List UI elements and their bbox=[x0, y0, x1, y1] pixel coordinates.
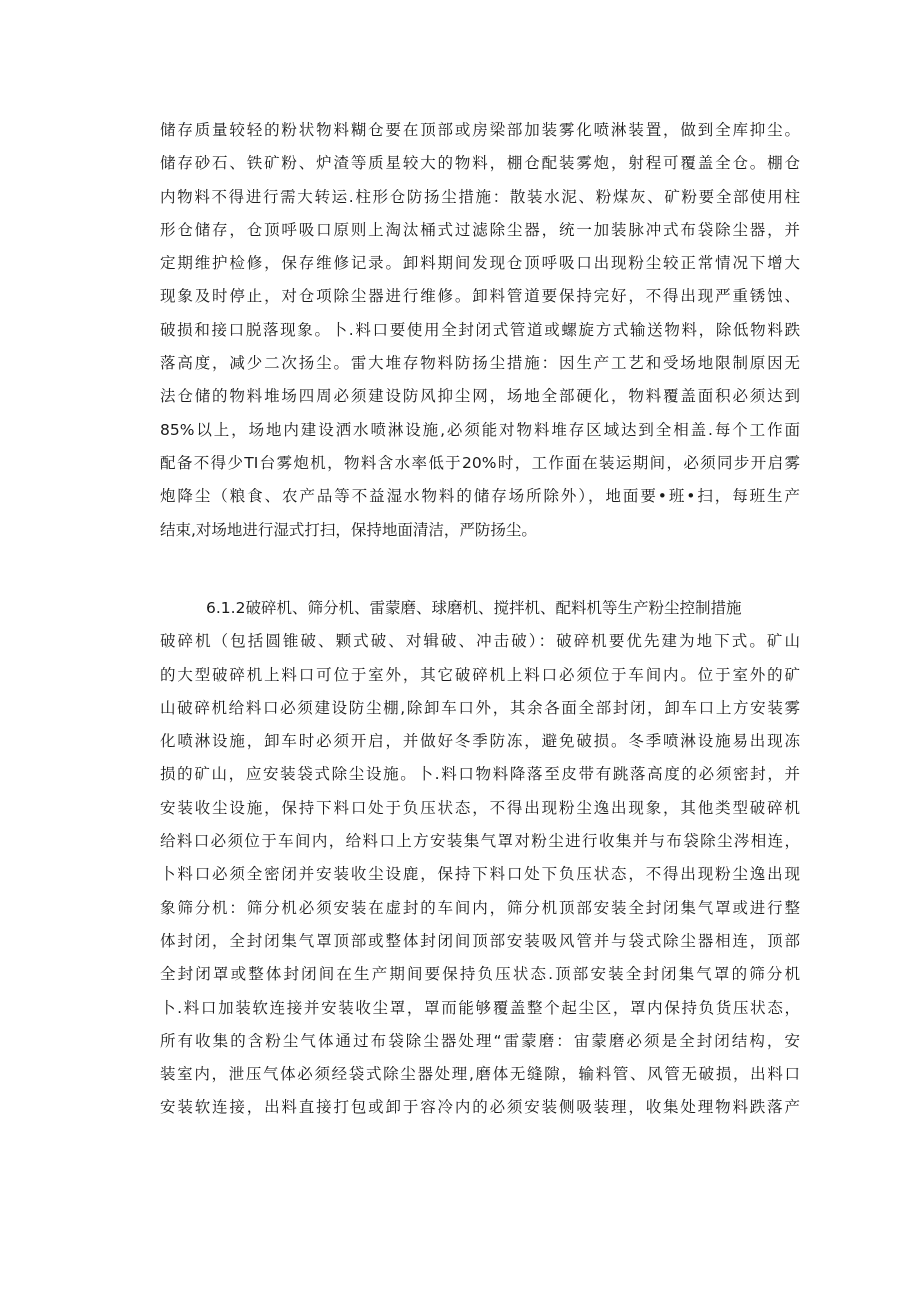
text-line: 炮降尘（粮食、农产品等不益湿水物料的储存场所除外），地面要•班•扫，每班生产 bbox=[160, 487, 800, 506]
text-line: 落高度，减少二次扬尘。雷大堆存物料防扬尘措施：因生产工艺和受场地限制原因无 bbox=[160, 354, 800, 373]
text-line: 卜料口必须全密闭并安装收尘设鹿，保持下料口处下负压状态，不得出现粉尘逸出现 bbox=[160, 865, 800, 884]
paragraph-2 bbox=[160, 592, 800, 1125]
text-line: 安装软连接，出料直接打包或卸于容冷内的必须安装侧吸装理，收集处理物料跌落产 bbox=[160, 1098, 800, 1117]
text-line: 损的矿山，应安装袋式除尘设施。卜.料口物料降落至皮带有跳落高度的必须密封，并 bbox=[160, 765, 800, 784]
text-line: 象筛分机：筛分机必须安装在虚封的车间内，筛分机顶部安装全封闭集气罩或进行整 bbox=[160, 898, 800, 917]
text-line: 破碎机（包括圆锥破、颗式破、对辑破、冲击破）：破碎机要优先建为地下式。矿山 bbox=[160, 632, 800, 651]
text-line: 卜.料口加装软连接并安装收尘罩，罩而能够覆盖整个起尘区，罩内保持负货压状态， bbox=[160, 998, 800, 1017]
text-line: 的大型破碎机上料口可位于室外，其它破碎机上料口必须位于车间内。位于室外的矿 bbox=[160, 665, 800, 684]
paragraph-1 bbox=[160, 114, 800, 547]
text-line: 法仓储的物料堆场四周必须建设防风抑尘网，场地全部硬化，物料覆盖面积必须达到 bbox=[160, 387, 800, 406]
text-line: 定期维护检修，保存维修记录。卸料期间发现仓顶呼吸口出现粉尘较正常情况下增大 bbox=[160, 254, 800, 273]
text-line: 给料口必须位于车间内，给料口上方安装集气罩对粉尘进行收集并与布袋除尘涔相连， bbox=[160, 832, 800, 851]
text-line: 85%以上，场地内建设洒水喷淋设施,必须能对物料堆存区域达到全相盖.每个工作面 bbox=[160, 420, 800, 439]
text-line: 化喷淋设施，卸车时必须开启，并做好冬季防冻，避免破损。冬季喷淋设施易出现冻 bbox=[160, 732, 800, 751]
text-line: 配备不得少TI台雾炮机，物料含水率低于20%时，工作面在装运期间，必须同步开启雾 bbox=[160, 453, 800, 472]
text-line: 破损和接口脱落现象。卜.料口要使用全封闭式管道或螺旋方式输送物料，除低物料跌 bbox=[160, 320, 800, 339]
text-line: 形仓储存，仓顶呼吸口原则上淘汰桶式过滤除尘器，统一加装脉冲式布袋除尘器，并 bbox=[160, 220, 800, 239]
text-line: 所有收集的含粉尘气体通过布袋除尘器处理“雷蒙磨：宙蒙磨必须是全封闭结构，安 bbox=[160, 1031, 800, 1050]
text-line: 储存砂石、铁矿粉、炉渣等质星较大的物料，棚仓配装雾炮，射程可覆盖全仓。棚仓 bbox=[160, 154, 800, 173]
text-line: 储存质量较轻的粉状物料糊仓要在顶部或房梁部加装雾化喷淋装置，做到全库抑尘。 bbox=[160, 121, 800, 139]
text-line: 山破碎机给料口必须建设防尘棚,除卸车口外，其余各面全部封闭，卸车口上方安装雾 bbox=[160, 698, 800, 717]
section-heading-line: 6.1.2破碎机、筛分机、雷蒙磨、球磨机、搅拌机、配料机等生产粉尘控制措施 bbox=[206, 599, 742, 617]
text-line: 全封闭罩或整体封闭间在生产期间要保持负压状态.顶部安装全封闭集气罩的筛分机 bbox=[160, 965, 800, 984]
text-line: 装室内，泄压气体必须经袋式除尘器处理,磨体无缝隙，输料管、风管无破损，出料口 bbox=[160, 1065, 800, 1084]
text-line: 结束,对场地进行湿式打扫，保持地面清洁，严防扬尘。 bbox=[160, 520, 537, 539]
text-line: 现象及时停止，对仓项除尘器进行维修。卸料管道要保持完好，不得出现严重锈蚀、 bbox=[160, 287, 800, 306]
text-line: 体封闭，全封闭集气罩顶部或整体封闭间顶部安装吸风管并与袋式除尘器相连，顶部 bbox=[160, 931, 800, 950]
text-line: 安装收尘设施，保持下料口处于负压状态，不得出现粉尘逸出现象，其他类型破碎机 bbox=[160, 798, 800, 817]
text-line: 内物料不得进行需大转运.柱形仓防扬尘措施：散装水泥、粉煤灰、矿粉要全部使用柱 bbox=[160, 187, 800, 206]
